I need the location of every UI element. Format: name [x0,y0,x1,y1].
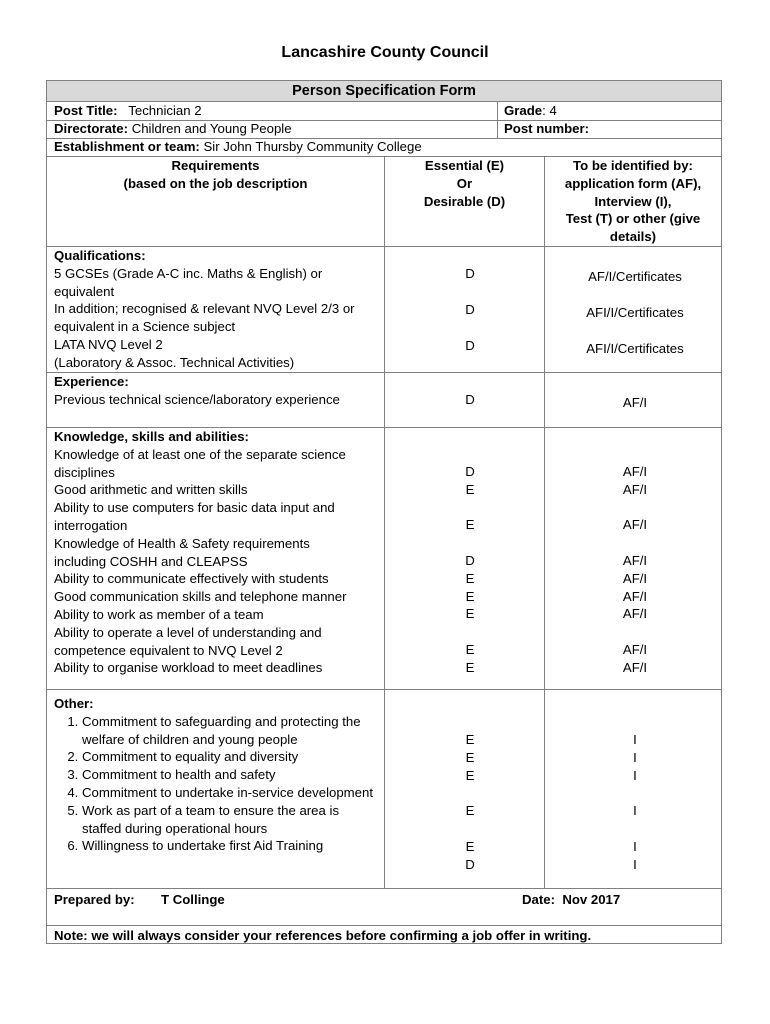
grade-value: : 4 [542,103,557,118]
post-title-row [54,102,202,120]
date-value: Nov 2017 [562,892,621,907]
list-item: 1. Commitment to safeguarding and protecting the welfare of children and young people [82,713,376,749]
experience-section: Experience: Previous technical science/laboratory experience [54,373,384,409]
date-label: Date: [522,892,555,907]
requirements-header: Requirements (based on the job description [123,158,308,191]
page-title: Lancashire County Council [281,44,489,61]
qualifications-rating: D [465,302,475,317]
date-row [522,891,620,909]
qualifications-method: AF/I/Certificates [588,269,682,284]
directorate-row [54,120,292,138]
list-item: 5. Work as part of a team to ensure the area is staffed during operational hours [82,802,376,838]
directorate-label: Directorate: [54,121,129,136]
list-item: 6. Willingness to undertake first Aid Training [82,837,376,855]
knowledge-ratings: D E E D E E E E E [465,464,475,675]
other-heading: Other: [54,696,94,711]
post-title-value: Technician 2 [128,103,202,118]
qualifications-rating: D [465,338,475,353]
knowledge-heading: Knowledge, skills and abilities: [54,429,249,444]
knowledge-section: Knowledge, skills and abilities: Knowledge of at least one of the separate science disciplines Good arithmetic and written skills Ability to use computers for basic data input and interrogation Knowledge of Health & Safety requirements including COSHH and CLEAPSS Ability to communicate effectively with students Good communication skills and telephone manner Ability to work as member of a team Ability to operate a level of understanding and competence equivalent to NVQ Level 2 Ability to organise workload to meet deadlines [54,428,384,677]
post-title-label: Post Title: [54,103,118,118]
qualifications-section: Qualifications: 5 GCSEs (Grade A-C inc. Maths & English) or equivalent In addition; recognised & relevant NVQ Level 2/3 or equivalent in a Science subject LATA NVQ Level 2 (Laboratory & Assoc. Technical Activities) [54,247,384,372]
form-title: Person Specification Form [292,83,476,99]
establishment-value: Sir John Thursby Community College [203,139,422,154]
experience-rating: D [465,392,475,407]
establishment-row [54,138,422,156]
other-list [54,713,376,855]
directorate-value: Children and Young People [131,121,292,136]
knowledge-methods: AF/I AF/I AF/I AF/I AF/I AF/I AF/I AF/I AF/I [622,464,648,675]
essential-desirable-header: Essential (E) Or Desirable (D) [423,158,506,209]
qualifications-heading: Qualifications: [54,248,146,263]
other-ratings: E E E E E D [465,732,475,872]
list-item: 2. Commitment to equality and diversity [82,748,376,766]
list-item: 3. Commitment to health and safety [82,766,376,784]
grade-row [504,102,557,120]
identified-by-header: To be identified by: application form (AF), Interview (I), Test (T) or other (give details) [564,158,702,245]
prepared-by-value: T Collinge [161,892,225,907]
grade-label: Grade [504,103,543,118]
post-number-label: Post number: [504,121,589,136]
qualifications-method: AFI/I/Certificates [586,305,684,320]
prepared-by-label: Prepared by: [54,892,135,907]
experience-method: AF/I [622,395,648,410]
list-item: 4. Commitment to undertake in-service development [82,784,376,802]
other-section [54,695,376,855]
qualifications-method: AFI/I/Certificates [586,341,684,356]
references-note: Note: we will always consider your references before confirming a job offer in writing. [54,928,592,943]
establishment-label: Establishment or team: [54,139,200,154]
experience-heading: Experience: [54,374,129,389]
qualifications-rating: D [465,266,475,281]
other-methods: I I I I I I [633,732,637,872]
